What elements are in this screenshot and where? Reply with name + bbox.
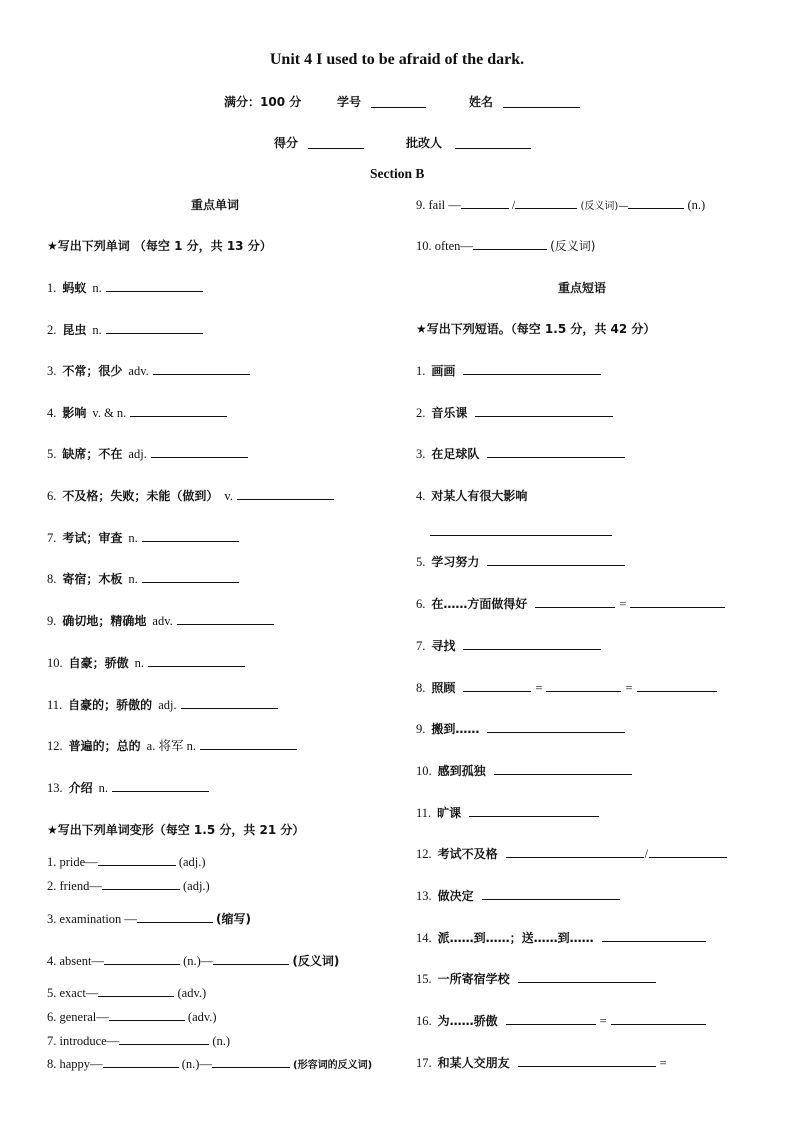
item-number: 8. bbox=[47, 572, 57, 586]
form-type: (反义词) bbox=[292, 954, 340, 968]
phrase-item-3 bbox=[416, 446, 625, 462]
answer-blank[interactable] bbox=[112, 780, 209, 792]
part-of-speech: adv. bbox=[152, 614, 173, 628]
item-number: 8. bbox=[416, 681, 426, 695]
page-title: Unit 4 I used to be afraid of the dark. bbox=[269, 51, 525, 68]
equals-sign: = bbox=[599, 1014, 607, 1028]
answer-blank[interactable] bbox=[494, 763, 632, 775]
chinese-meaning: 影响 bbox=[62, 406, 87, 420]
chinese-meaning: 不及格；失败；未能（做到） bbox=[62, 489, 219, 503]
phrase-item-7 bbox=[416, 638, 601, 654]
part-of-speech: n. bbox=[92, 323, 102, 337]
item-number: 11. bbox=[47, 698, 63, 712]
form-item-5 bbox=[47, 985, 206, 1001]
item-number: 10. bbox=[47, 656, 63, 670]
form-stem: 8. happy— bbox=[47, 1057, 103, 1071]
answer-blank[interactable] bbox=[535, 596, 615, 608]
phrase-item-6 bbox=[416, 596, 725, 612]
chinese-meaning: 蚂蚁 bbox=[62, 281, 87, 295]
item-number: 13. bbox=[416, 889, 432, 903]
answer-blank[interactable] bbox=[142, 571, 239, 583]
chinese-meaning: 自豪的；骄傲的 bbox=[68, 698, 153, 712]
form-type: (adj.) bbox=[178, 855, 206, 869]
chinese-phrase: 和某人交朋友 bbox=[437, 1056, 510, 1070]
grader-label: 批改人 bbox=[406, 136, 443, 150]
chinese-phrase: 派……到……；送……到…… bbox=[437, 931, 594, 945]
form-stem: 7. introduce— bbox=[47, 1034, 120, 1048]
chinese-phrase: 在足球队 bbox=[431, 447, 480, 461]
part-of-speech: n. bbox=[98, 781, 109, 795]
form-type: (adv.) bbox=[187, 1010, 217, 1024]
form-item-6 bbox=[47, 1009, 217, 1025]
item-number: 14. bbox=[416, 931, 432, 945]
form-type: (n.)— bbox=[181, 1057, 212, 1071]
vocab-heading: 重点单词 bbox=[191, 198, 240, 212]
answer-blank[interactable] bbox=[461, 197, 509, 209]
answer-blank[interactable] bbox=[212, 1056, 290, 1068]
score-blank[interactable] bbox=[308, 148, 364, 149]
form-item-7 bbox=[47, 1033, 230, 1049]
part-of-speech: a. 将军 n. bbox=[146, 739, 196, 753]
answer-blank[interactable] bbox=[148, 655, 245, 667]
slash: / bbox=[644, 847, 649, 861]
form-type: (adj.) bbox=[182, 879, 210, 893]
chinese-meaning: 介绍 bbox=[68, 781, 93, 795]
chinese-meaning: 确切地；精确地 bbox=[62, 614, 147, 628]
name-blank[interactable] bbox=[503, 107, 580, 108]
equals-sign: = bbox=[619, 597, 627, 611]
part-of-speech: v. & n. bbox=[92, 406, 127, 420]
answer-blank[interactable] bbox=[98, 985, 174, 997]
item-number: 12. bbox=[416, 847, 432, 861]
answer-blank[interactable] bbox=[237, 488, 334, 500]
chinese-phrase: 一所寄宿学校 bbox=[437, 972, 510, 986]
full-score-label: 满分：100 分 bbox=[224, 95, 302, 109]
vocab-item-11 bbox=[47, 697, 278, 713]
answer-blank[interactable] bbox=[630, 596, 725, 608]
answer-blank[interactable] bbox=[142, 530, 239, 542]
answer-blank[interactable] bbox=[518, 971, 656, 983]
answer-blank[interactable] bbox=[637, 680, 717, 692]
student-no-label: 学号 bbox=[337, 95, 362, 109]
chinese-phrase: 音乐课 bbox=[431, 406, 468, 420]
form-item-2 bbox=[47, 878, 210, 894]
vocab-item-12 bbox=[47, 738, 297, 754]
part-of-speech: adv. bbox=[128, 364, 149, 378]
vocab-item-5 bbox=[47, 446, 248, 462]
phrase-item-2 bbox=[416, 405, 613, 421]
phrase-item-11 bbox=[416, 805, 599, 821]
vocab-item-2 bbox=[47, 322, 203, 338]
vocab-item-3 bbox=[47, 363, 250, 379]
phrase-item-9 bbox=[416, 721, 625, 737]
chinese-meaning: 考试；审查 bbox=[62, 531, 123, 545]
form-item-1 bbox=[47, 854, 206, 870]
answer-blank[interactable] bbox=[177, 613, 274, 625]
chinese-phrase: 做决定 bbox=[437, 889, 474, 903]
chinese-meaning: 不常；很少 bbox=[62, 364, 123, 378]
item-number: 11. bbox=[416, 806, 432, 820]
phrase-heading: 重点短语 bbox=[558, 281, 607, 295]
answer-blank[interactable] bbox=[602, 930, 706, 942]
answer-blank[interactable] bbox=[611, 1013, 706, 1025]
forms-instruction: ★写出下列单词变形（每空 1.5 分，共 21 分） bbox=[47, 823, 305, 837]
item-number: 5. bbox=[416, 555, 426, 569]
chinese-meaning: 缺席；不在 bbox=[62, 447, 123, 461]
item-number: 4. bbox=[416, 489, 426, 503]
answer-blank[interactable] bbox=[515, 197, 577, 209]
part-of-speech: n. bbox=[134, 656, 145, 670]
form-type: (n.) bbox=[212, 1034, 231, 1048]
item-number: 9. bbox=[416, 722, 426, 736]
chinese-meaning: 自豪；骄傲 bbox=[68, 656, 129, 670]
chinese-phrase: 画画 bbox=[431, 364, 456, 378]
name-label: 姓名 bbox=[469, 95, 494, 109]
part-of-speech: n. bbox=[128, 572, 138, 586]
form-stem: 1. pride— bbox=[47, 855, 98, 869]
part-of-speech: v. bbox=[224, 489, 233, 503]
phrase-item-13 bbox=[416, 888, 620, 904]
answer-blank[interactable] bbox=[463, 638, 601, 650]
form-type: (形容词的反义词) bbox=[293, 1060, 373, 1071]
vocab-item-4 bbox=[47, 405, 227, 421]
item-number: 9. bbox=[47, 614, 57, 628]
phrase-item-5 bbox=[416, 554, 625, 570]
answer-blank[interactable] bbox=[649, 846, 727, 858]
vocab-item-6 bbox=[47, 488, 334, 504]
phrase-item-17 bbox=[416, 1055, 667, 1071]
item-number: 7. bbox=[47, 531, 57, 545]
item-number: 17. bbox=[416, 1056, 432, 1070]
chinese-meaning: 昆虫 bbox=[62, 323, 87, 337]
chinese-meaning: 普遍的；总的 bbox=[68, 739, 141, 753]
answer-blank[interactable] bbox=[469, 805, 599, 817]
vocab-item-7 bbox=[47, 530, 239, 546]
phrase-item-1 bbox=[416, 363, 601, 379]
chinese-phrase: 学习努力 bbox=[431, 555, 480, 569]
vocab-item-10 bbox=[47, 655, 245, 671]
form-type: (反义词) bbox=[550, 239, 596, 253]
answer-blank[interactable] bbox=[487, 721, 625, 733]
answer-blank[interactable] bbox=[137, 911, 213, 923]
answer-blank[interactable] bbox=[518, 1055, 656, 1067]
section-title: Section B bbox=[370, 166, 425, 181]
chinese-phrase: 对某人有很大影响 bbox=[431, 489, 528, 503]
answer-blank[interactable] bbox=[628, 197, 684, 209]
phrase-item-15 bbox=[416, 971, 656, 987]
form-item-8 bbox=[47, 1056, 372, 1074]
answer-blank[interactable] bbox=[506, 846, 644, 858]
answer-blank[interactable] bbox=[102, 878, 180, 890]
score-label: 得分 bbox=[274, 136, 299, 150]
vocab-item-13 bbox=[47, 780, 209, 796]
item-number: 7. bbox=[416, 639, 426, 653]
answer-blank[interactable] bbox=[213, 953, 289, 965]
item-number: 1. bbox=[47, 281, 57, 295]
form-item-3 bbox=[47, 911, 251, 927]
form-stem: 2. friend— bbox=[47, 879, 102, 893]
chinese-phrase: 寻找 bbox=[431, 639, 456, 653]
answer-blank[interactable] bbox=[506, 1013, 596, 1025]
answer-blank[interactable] bbox=[475, 405, 613, 417]
phrase-item-4 bbox=[416, 488, 535, 504]
part-of-speech: n. bbox=[128, 531, 138, 545]
item-number: 15. bbox=[416, 972, 432, 986]
answer-blank[interactable] bbox=[546, 680, 621, 692]
grader-blank[interactable] bbox=[455, 148, 531, 149]
item-number: 16. bbox=[416, 1014, 432, 1028]
item-number: 6. bbox=[416, 597, 426, 611]
equals-sign: = bbox=[535, 681, 543, 695]
answer-blank[interactable] bbox=[473, 238, 547, 250]
form-stem: 10. often— bbox=[416, 239, 473, 253]
item-number: 6. bbox=[47, 489, 57, 503]
answer-blank[interactable] bbox=[430, 535, 612, 536]
form-type: (adv.) bbox=[177, 986, 207, 1000]
chinese-meaning: 寄宿；木板 bbox=[62, 572, 123, 586]
answer-blank[interactable] bbox=[463, 363, 601, 375]
answer-blank[interactable] bbox=[106, 280, 203, 292]
item-number: 12. bbox=[47, 739, 63, 753]
chinese-phrase: 为……骄傲 bbox=[437, 1014, 498, 1028]
form-stem: 5. exact— bbox=[47, 986, 99, 1000]
form-stem: 9. fail — bbox=[416, 198, 461, 212]
chinese-phrase: 照顾 bbox=[431, 681, 456, 695]
answer-blank[interactable] bbox=[119, 1033, 209, 1045]
chinese-phrase: 旷课 bbox=[437, 806, 462, 820]
student-no-blank[interactable] bbox=[371, 107, 426, 108]
item-number: 2. bbox=[416, 406, 426, 420]
vocab-item-9 bbox=[47, 613, 274, 629]
chinese-phrase: 在……方面做得好 bbox=[431, 597, 528, 611]
phrase-item-8 bbox=[416, 680, 717, 696]
equals-sign: = bbox=[659, 1056, 667, 1070]
chinese-phrase: 搬到…… bbox=[431, 722, 480, 736]
chinese-phrase: 感到孤独 bbox=[437, 764, 486, 778]
form-type: (n.) bbox=[687, 198, 706, 212]
answer-blank[interactable] bbox=[130, 405, 227, 417]
answer-blank[interactable] bbox=[104, 953, 180, 965]
answer-blank[interactable] bbox=[487, 446, 625, 458]
phrase-item-16 bbox=[416, 1013, 706, 1029]
item-number: 10. bbox=[416, 764, 432, 778]
item-number: 2. bbox=[47, 323, 57, 337]
item-number: 5. bbox=[47, 447, 57, 461]
chinese-phrase: 考试不及格 bbox=[437, 847, 498, 861]
form-stem: 3. examination — bbox=[47, 912, 137, 926]
form-item-10 bbox=[416, 238, 595, 254]
form-stem: 4. absent— bbox=[47, 954, 104, 968]
form-type: (n.)— bbox=[183, 954, 214, 968]
part-of-speech: n. bbox=[92, 281, 102, 295]
answer-blank[interactable] bbox=[487, 554, 625, 566]
answer-blank[interactable] bbox=[103, 1056, 179, 1068]
form-type: (缩写) bbox=[216, 912, 252, 926]
form-stem: 6. general— bbox=[47, 1010, 109, 1024]
answer-blank[interactable] bbox=[98, 854, 176, 866]
answer-blank[interactable] bbox=[200, 738, 297, 750]
form-item-9 bbox=[416, 197, 705, 215]
phrase-item-10 bbox=[416, 763, 632, 779]
answer-blank[interactable] bbox=[482, 888, 620, 900]
slash: / bbox=[511, 198, 516, 212]
item-number: 13. bbox=[47, 781, 63, 795]
phrase-item-12 bbox=[416, 846, 727, 862]
answer-blank[interactable] bbox=[151, 446, 248, 458]
answer-blank[interactable] bbox=[463, 680, 531, 692]
form-type: (反义词)— bbox=[580, 201, 629, 212]
part-of-speech: adj. bbox=[158, 698, 177, 712]
answer-blank[interactable] bbox=[181, 697, 278, 709]
form-item-4 bbox=[47, 953, 339, 969]
equals-sign: = bbox=[625, 681, 633, 695]
phrase-item-14 bbox=[416, 930, 706, 946]
part-of-speech: adj. bbox=[128, 447, 147, 461]
item-number: 3. bbox=[416, 447, 426, 461]
item-number: 1. bbox=[416, 364, 426, 378]
vocab-instruction: ★写出下列单词 （每空 1 分，共 13 分） bbox=[47, 239, 272, 253]
answer-blank[interactable] bbox=[109, 1009, 185, 1021]
item-number: 4. bbox=[47, 406, 57, 420]
answer-blank[interactable] bbox=[106, 322, 203, 334]
item-number: 3. bbox=[47, 364, 57, 378]
vocab-item-8 bbox=[47, 571, 239, 587]
phrase-instruction: ★写出下列短语。（每空 1.5 分，共 42 分） bbox=[416, 322, 656, 336]
vocab-item-1 bbox=[47, 280, 203, 296]
answer-blank[interactable] bbox=[153, 363, 250, 375]
